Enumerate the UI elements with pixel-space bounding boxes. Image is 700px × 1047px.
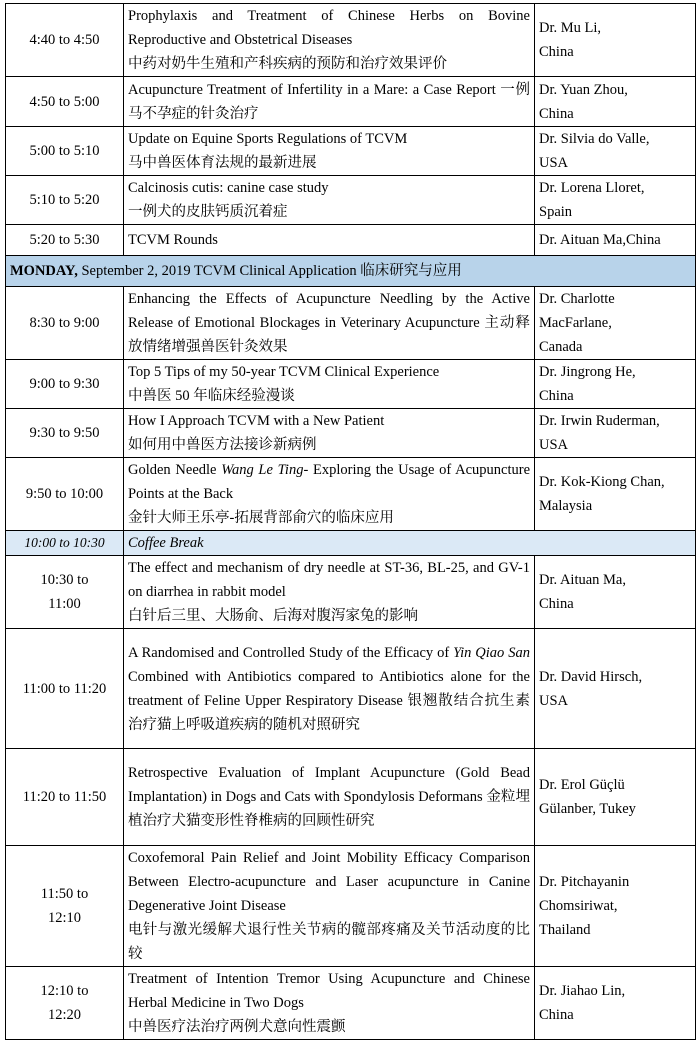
table-row [6,360,696,409]
session-title [124,4,535,77]
section-text-zh: 临床研究与应用 [360,263,462,279]
table-row [6,556,696,629]
time-end: 12:10 [47,910,82,926]
session-time: 4:40 to 4:50 [6,4,124,77]
title-en-part: Combined with Antibiotics compared to Antibiotics alone for the treatment of Feline Upper Respiratory Disease [128,668,530,709]
title-en-italic: Wang Le Ting [221,462,304,478]
speaker [535,176,696,225]
time-start: 11:50 to [40,886,89,902]
session-time: 5:20 to 5:30 [6,225,124,256]
table-row [6,127,696,176]
title-zh: 白针后三里、大肠俞、后海对腹泻家兔的影响 [128,608,418,624]
session-time: 9:50 to 10:00 [6,458,124,531]
table-row [6,967,696,1040]
session-time: 8:30 to 9:00 [6,287,124,360]
table-row [6,225,696,256]
speaker-country: China [539,44,574,60]
speaker-country: USA [539,437,569,453]
speaker [535,77,696,127]
table-row [6,458,696,531]
speaker-name: Dr. Lorena Lloret, [539,180,645,196]
title-zh: 中兽医 50 年临床经验漫谈 [128,388,295,404]
session-title [124,77,535,127]
session-title [124,967,535,1040]
table-row [6,176,696,225]
title-zh: 金针大师王乐亭-拓展背部俞穴的临床应用 [128,510,394,526]
table-row [6,287,696,360]
speaker-country: China [539,388,574,404]
title-en: Enhancing the Effects of Acupuncture Needling by the Active Release of Emotional Blockages in Veterinary Acupuncture [128,291,530,331]
title-zh: 马中兽医体育法规的最新进展 [128,155,317,171]
session-title [124,629,535,749]
title-zh: 主动释放情绪增强兽医针灸效果 [128,315,531,355]
title-en-part: - Exploring the Usage of Acupuncture Points at the Back [128,462,531,502]
table-row [6,4,696,77]
time-start: 10:30 to [40,572,89,588]
section-text: September 2, 2019 TCVM Clinical Application [77,263,361,279]
title-en: Top 5 Tips of my 50-year TCVM Clinical Experience [128,364,440,380]
session-time [6,846,124,967]
day-section-header [6,256,696,287]
speaker [535,556,696,629]
title-en: Update on Equine Sports Regulations of TCVM [128,131,408,147]
session-title [124,127,535,176]
session-time: 5:00 to 5:10 [6,127,124,176]
title-en: The effect and mechanism of dry needle at ST-36, BL-25, and GV-1 on diarrhea in rabbit model [128,560,530,600]
speaker-name: Dr. David Hirsch, [539,668,643,685]
table-row [6,77,696,127]
session-title [124,409,535,458]
speaker [535,846,696,967]
speaker-name: Dr. Mu Li, [539,20,602,36]
title-en: Coxofemoral Pain Relief and Joint Mobility Efficacy Comparison Between Electro-acupuncture and Laser acupuncture in Canine Degenerative Joint Disease [128,850,530,914]
speaker-name: Dr. Yuan Zhou, [539,81,628,98]
title-en-part: A Randomised and Controlled Study of the Efficacy of [128,644,454,661]
session-time: 9:00 to 9:30 [6,360,124,409]
title-zh: 银翘散结合抗生素治疗猫上呼吸道疾病的随机对照研究 [128,692,530,733]
speaker-name: Dr. Silvia do Valle, [539,131,650,147]
time-end: 12:20 [47,1007,82,1023]
title-en: Acupuncture Treatment of Infertility in a Mare: a Case Report [128,81,496,98]
speaker [535,4,696,77]
speaker-name: Dr. Charlotte MacFarlane, [539,291,615,331]
session-title [124,556,535,629]
session-title [124,749,535,846]
session-title: TCVM Rounds [124,225,535,256]
break-time: 10:00 to 10:30 [6,531,124,556]
title-en: How I Approach TCVM with a New Patient [128,413,385,429]
speaker-country: China [539,105,574,122]
speaker [535,629,696,749]
speaker [535,360,696,409]
session-title [124,287,535,360]
title-zh: 金粒埋植治疗犬猫变形性脊椎病的回顾性研究 [128,789,530,829]
speaker-country: China [539,1007,574,1023]
speaker-name: Dr. Erol Güçlü [539,777,625,793]
table-row [6,846,696,967]
title-en: Prophylaxis and Treatment of Chinese Herbs on Bovine Reproductive and Obstetrical Diseases [128,8,530,48]
time-start: 12:10 to [40,983,89,999]
session-time [6,967,124,1040]
title-zh: 如何用中兽医方法接诊新病例 [128,437,317,453]
title-zh: 中兽医疗法治疗两例犬意向性震颤 [128,1019,346,1035]
speaker-country: USA [539,155,569,171]
speaker-country: USA [539,692,569,709]
speaker-country: China [539,596,574,612]
table-row [6,749,696,846]
break-label: Coffee Break [124,531,696,556]
time-end: 11:00 [48,596,81,612]
speaker-country: Thailand [539,922,591,938]
title-en: Calcinosis cutis: canine case study [128,180,329,196]
speaker-name: Dr. Jingrong He, [539,364,636,380]
title-en: Retrospective Evaluation of Implant Acupuncture (Gold Bead Implantation) in Dogs and Cats with Spondylosis Deformans [128,765,530,805]
session-time: 11:20 to 11:50 [6,749,124,846]
title-zh: 电针与激光缓解犬退行性关节病的髋部疼痛及关节活动度的比较 [128,922,530,962]
speaker-country: Malaysia [539,498,593,514]
session-time: 9:30 to 9:50 [6,409,124,458]
speaker [535,749,696,846]
session-time: 11:00 to 11:20 [6,629,124,749]
speaker-name: Dr. Pitchayanin Chomsiriwat, [539,874,630,914]
session-time [6,556,124,629]
speaker-name: Dr. Irwin Ruderman, [539,413,660,429]
speaker-name: Dr. Aituan Ma, [539,572,626,588]
section-day: MONDAY, [10,263,78,279]
speaker [535,967,696,1040]
section-title [6,256,696,287]
title-zh: 中药对奶牛生殖和产科疾病的预防和治疗效果评价 [128,56,447,72]
speaker [535,409,696,458]
title-en: Treatment of Intention Tremor Using Acupuncture and Chinese Herbal Medicine in Two Dogs [128,971,530,1011]
table-row [6,409,696,458]
title-zh: 一例马不孕症的针灸治疗 [128,81,531,122]
speaker-country: Spain [539,204,573,220]
title-zh: 一例犬的皮肤钙质沉着症 [128,204,288,220]
speaker [535,287,696,360]
speaker [535,127,696,176]
session-title [124,360,535,409]
speaker-name: Dr. Jiahao Lin, [539,983,626,999]
session-time: 5:10 to 5:20 [6,176,124,225]
speaker [535,458,696,531]
speaker-country: Gülanber, Tukey [539,801,636,817]
session-time: 4:50 to 5:00 [6,77,124,127]
table-row [6,629,696,749]
speaker-name: Dr. Kok-Kiong Chan, [539,474,665,490]
title-en-italic: Yin Qiao San [453,644,530,661]
session-title [124,846,535,967]
session-title [124,176,535,225]
speaker-country: Canada [539,339,583,355]
session-title [124,458,535,531]
coffee-break-row [6,531,696,556]
speaker: Dr. Aituan Ma,China [535,225,696,256]
title-en-part: Golden Needle [128,462,222,478]
schedule-table [5,3,696,1040]
